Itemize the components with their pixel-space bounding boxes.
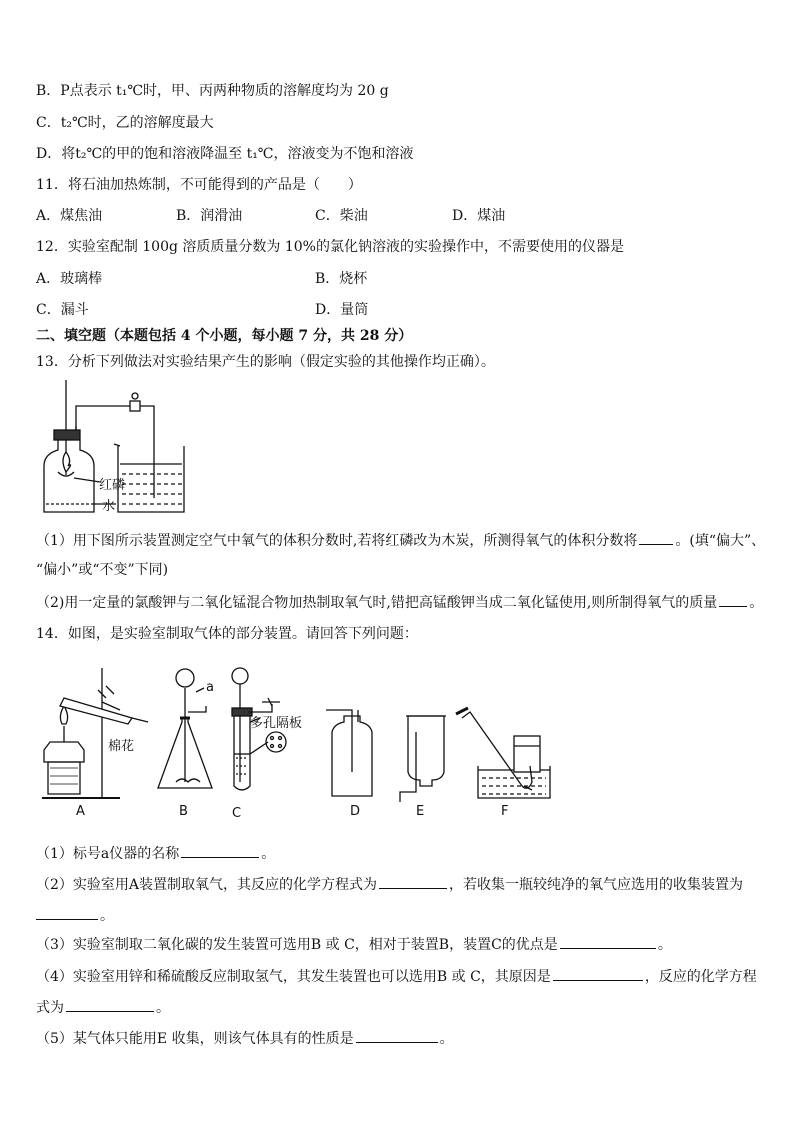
answer-blank[interactable]: [66, 997, 154, 1012]
q12-option-c: C．漏斗: [36, 302, 89, 318]
q14-part4-line2: [36, 997, 170, 1018]
q14-part4-text2: ，反应的化学方程: [644, 969, 757, 985]
q13-part2-line: [36, 592, 763, 613]
q13-part1-line1: [36, 530, 765, 551]
q14-apparatus-figure: [36, 662, 596, 804]
q14-part5: [36, 1028, 454, 1049]
q12-option-b: B．烧杯: [315, 271, 368, 287]
q13-part2-end: 。: [749, 595, 764, 611]
answer-blank[interactable]: [639, 530, 673, 545]
q13-stem: 13．分析下列做法对实验结果产生的影响（假定实验的其他操作均正确）。: [36, 354, 495, 370]
q13-part1-hint: 。(填“偏大”、: [675, 533, 766, 549]
answer-blank[interactable]: [560, 934, 656, 949]
q14-part4-end: 。: [156, 1000, 170, 1016]
label-water: 水: [102, 499, 116, 514]
q13-part1-text: （1）用下图所示装置测定空气中氧气的体积分数时,若将红磷改为木炭，所测得氧气的体积分数将: [36, 533, 638, 549]
q14-part2-line2: [36, 905, 114, 926]
q14-part4-line1: [36, 966, 757, 987]
q11-stem: 11．将石油加热炼制，不可能得到的产品是（ ）: [36, 177, 362, 193]
q14-part4-text3: 式为: [36, 1000, 64, 1016]
q14-part1: [36, 843, 275, 864]
label-red-phosphorus: 红磷: [99, 478, 126, 493]
q11-option-a: A．煤焦油: [36, 208, 103, 224]
q14-part5-text: （5）某气体只能用E 收集，则该气体具有的性质是: [36, 1031, 354, 1047]
q12-stem: 12．实验室配制 100g 溶质质量分数为 10%的氯化钠溶液的实验操作中，不需要使用的仪器是: [36, 239, 624, 255]
section-title: 二、填空题（本题包括 4 个小题，每小题 7 分，共 28 分）: [36, 328, 413, 344]
label-cotton: 棉花: [108, 739, 135, 754]
label-porous-plate: 多孔隔板: [250, 716, 303, 731]
q14-part2-text: （2）实验室用A装置制取氧气，其反应的化学方程式为: [36, 877, 378, 893]
answer-blank[interactable]: [36, 905, 98, 920]
q14-part1-text: （1）标号a仪器的名称: [36, 846, 180, 862]
q14-part4-text: （4）实验室用锌和稀硫酸反应制取氢气，其发生装置也可以选用B 或 C，其原因是: [36, 969, 551, 985]
answer-blank[interactable]: [181, 843, 259, 858]
label-apparatus-a: A: [76, 804, 85, 819]
q14-part2-line1: [36, 874, 743, 895]
q11-option-d: D．煤油: [452, 208, 506, 224]
label-apparatus-d: D: [350, 804, 361, 819]
q14-part1-end: 。: [261, 846, 276, 862]
q14-stem: 14．如图，是实验室制取气体的部分装置。请回答下列问题：: [36, 626, 418, 642]
label-apparatus-e: E: [416, 804, 425, 819]
q10-option-d: D．将t₂℃的甲的饱和溶液降温至 t₁℃，溶液变为不饱和溶液: [36, 146, 414, 162]
q13-apparatus-figure: [36, 380, 246, 516]
label-apparatus-b: B: [179, 804, 188, 819]
q13-part1-line2: “偏小”或“不变”下同): [36, 562, 169, 578]
q11-option-c: C．柴油: [315, 208, 368, 224]
q13-part2-text: （2)用一定量的氯酸钾与二氧化锰混合物加热制取氧气时,错把高锰酸钾当成二氧化锰使用,则所制得氧气的质量: [36, 595, 718, 611]
q14-part5-end: 。: [439, 1031, 454, 1047]
label-a: a: [206, 680, 214, 695]
q14-part2-end: 。: [100, 908, 114, 924]
answer-blank[interactable]: [356, 1028, 438, 1043]
q14-part2-text2: ，若收集一瓶较纯净的氧气应选用的收集装置为: [449, 877, 744, 893]
q12-option-a: A．玻璃棒: [36, 271, 103, 287]
q14-part3-end: 。: [657, 937, 672, 953]
label-apparatus-c: C: [232, 806, 242, 821]
q14-part3-text: （3）实验室制取二氧化碳的发生装置可选用B 或 C，相对于装置B，装置C的优点是: [36, 937, 558, 953]
answer-blank[interactable]: [553, 966, 643, 981]
q10-option-b: B．P点表示 t₁℃时，甲、丙两种物质的溶解度均为 20 g: [36, 83, 389, 99]
answer-blank[interactable]: [379, 874, 447, 889]
q12-option-d: D．量筒: [315, 302, 369, 318]
answer-blank[interactable]: [719, 592, 747, 607]
q14-part3: [36, 934, 672, 955]
label-apparatus-f: F: [501, 804, 509, 819]
q10-option-c: C．t₂℃时，乙的溶解度最大: [36, 115, 214, 131]
q11-option-b: B．润滑油: [176, 208, 243, 224]
